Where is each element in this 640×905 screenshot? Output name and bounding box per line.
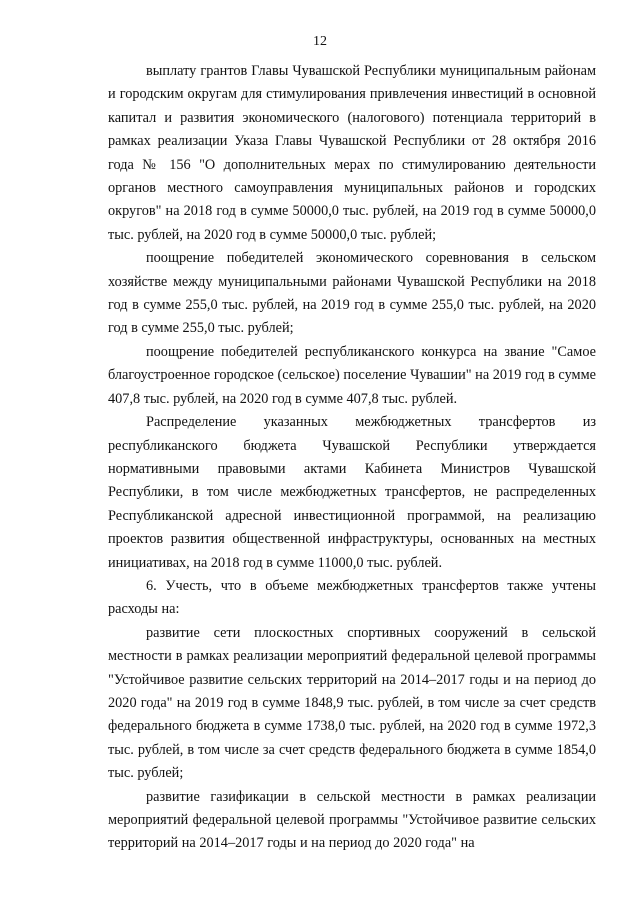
paragraph-agriculture-competition: поощрение победителей экономического соревнования в сельском хозяйстве между муниципальными районами Чувашской Республики на 2018 год в сумме 255,0 тыс. рублей, на 2019 год в сумме 255,0 тыс. рублей, на 2020 год в сумме 255,0 тыс. рублей;: [108, 250, 596, 337]
paragraph-grants: выплату грантов Главы Чувашской Республики муниципальным районам и городским округам для стимулирования привлечения инвестиций в основной капитал и развития экономического (налогового) потенциала территорий в рамках реализации Указа Главы Чувашской Республики от 28 октября 2016 года № 156 "О дополнительных мерах по стимулированию деятельности органов местного самоуправления муниципальных районов и городских округов" на 2018 год в сумме 50000,0 тыс. рублей, на 2019 год в сумме 50000,0 тыс. рублей, на 2020 год в сумме 50000,0 тыс. рублей;: [108, 63, 596, 243]
paragraph-distribution: Распределение указанных межбюджетных трансфертов из республиканского бюджета Чувашской Республики утверждается нормативными правовыми актами Кабинета Министров Чувашской Республики, в том числе межбюджетных трансфертов, не распределенных Республиканской адресной инвестиционной программой, на реализацию проектов развития общественной инфраструктуры, основанных на местных инициативах, на 2018 год в сумме 11000,0 тыс. рублей.: [108, 414, 596, 571]
page-number: 12: [313, 34, 327, 49]
document-body: [108, 60, 596, 856]
paragraph-settlement-contest: поощрение победителей республиканского конкурса на звание "Самое благоустроенное городское (сельское) поселение Чувашии" на 2019 год в сумме 407,8 тыс. рублей, на 2020 год в сумме 407,8 тыс. рублей.: [108, 343, 596, 407]
paragraph-gasification: развитие газификации в сельской местности в рамках реализации мероприятий федеральной целевой программы "Устойчивое развитие сельских территорий на 2014–2017 годы и на период до 2020 года" на: [108, 788, 596, 852]
paragraph-sports-facilities: развитие сети плоскостных спортивных сооружений в сельской местности в рамках реализации мероприятий федеральной целевой программы "Устойчивое развитие сельских территорий на 2014–2017 годы и на период до 2020 года" на 2019 год в сумме 1848,9 тыс. рублей, в том числе за счет средств федерального бюджета в сумме 1738,0 тыс. рублей, на 2020 год в сумме 1972,3 тыс. рублей, в том числе за счет средств федерального бюджета в сумме 1854,0 тыс. рублей;: [108, 624, 596, 782]
paragraph-item-6: 6. Учесть, что в объеме межбюджетных трансфертов также учтены расходы на:: [108, 577, 596, 618]
